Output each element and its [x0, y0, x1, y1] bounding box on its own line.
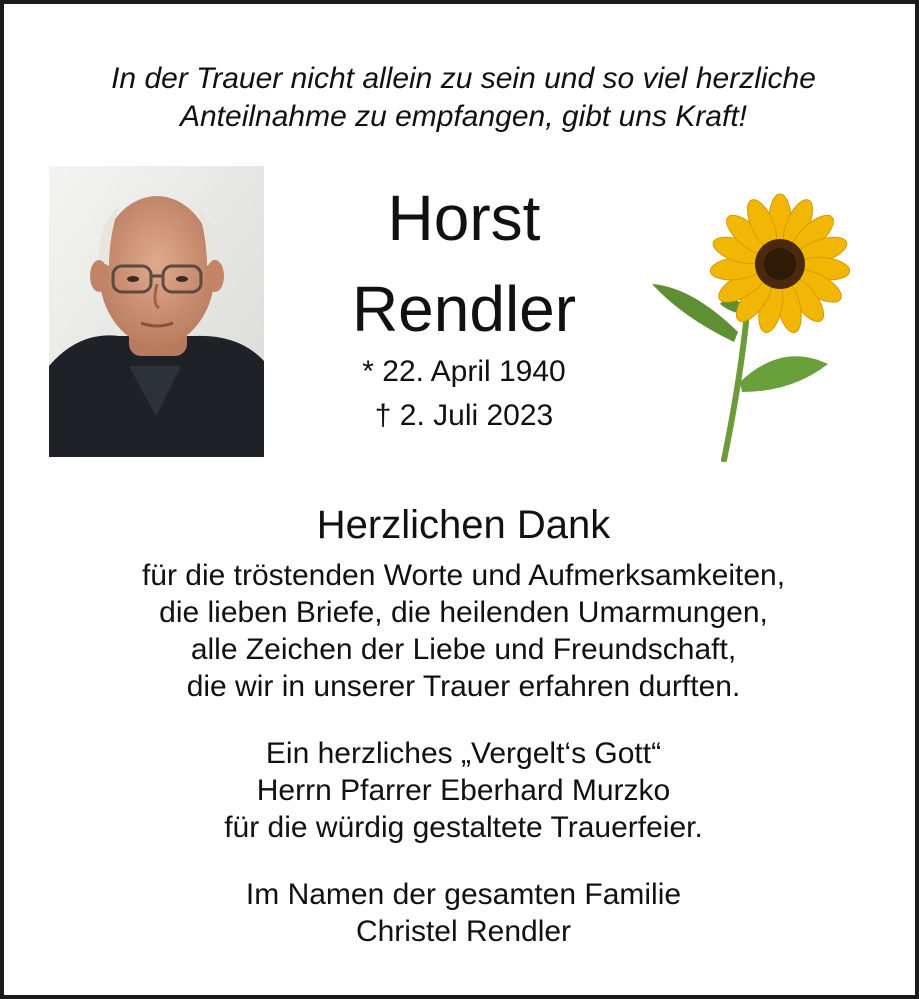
first-name: Horst	[387, 182, 541, 254]
motto-line: In der Trauer nicht allein zu sein und so viel herzliche	[111, 62, 816, 95]
sunflower-icon	[652, 192, 852, 462]
thanks-line: für die tröstenden Worte und Aufmerksamkeiten,	[141, 559, 786, 592]
thanks-title: Herzlichen Dank	[316, 503, 611, 547]
signature-line: Im Namen der gesamten Familie	[245, 878, 682, 911]
birth-date: * 22. April 1940	[362, 355, 566, 388]
family-signature	[4, 876, 919, 950]
thanks-line: die lieben Briefe, die heilenden Umarmungen,	[159, 596, 768, 629]
priest-thanks	[4, 735, 919, 846]
thanks-line: alle Zeichen der Liebe und Freundschaft,	[190, 633, 737, 666]
motto	[4, 60, 919, 136]
last-name: Rendler	[351, 273, 577, 345]
thanks-text	[4, 557, 919, 705]
signature-line: Christel Rendler	[355, 915, 572, 948]
motto-line: Anteilnahme zu empfangen, gibt uns Kraft!	[179, 100, 747, 133]
portrait-photo	[49, 166, 264, 457]
priest-line: für die würdig gestaltete Trauerfeier.	[224, 811, 703, 844]
portrait-drawing	[49, 166, 264, 457]
priest-line: Herrn Pfarrer Eberhard Murzko	[256, 774, 671, 807]
priest-line: Ein herzliches „Vergelt‘s Gott“	[265, 737, 662, 770]
thanks-line: die wir in unserer Trauer erfahren durften.	[186, 670, 741, 703]
death-date: † 2. Juli 2023	[374, 399, 554, 432]
sunflower-drawing	[652, 192, 852, 462]
